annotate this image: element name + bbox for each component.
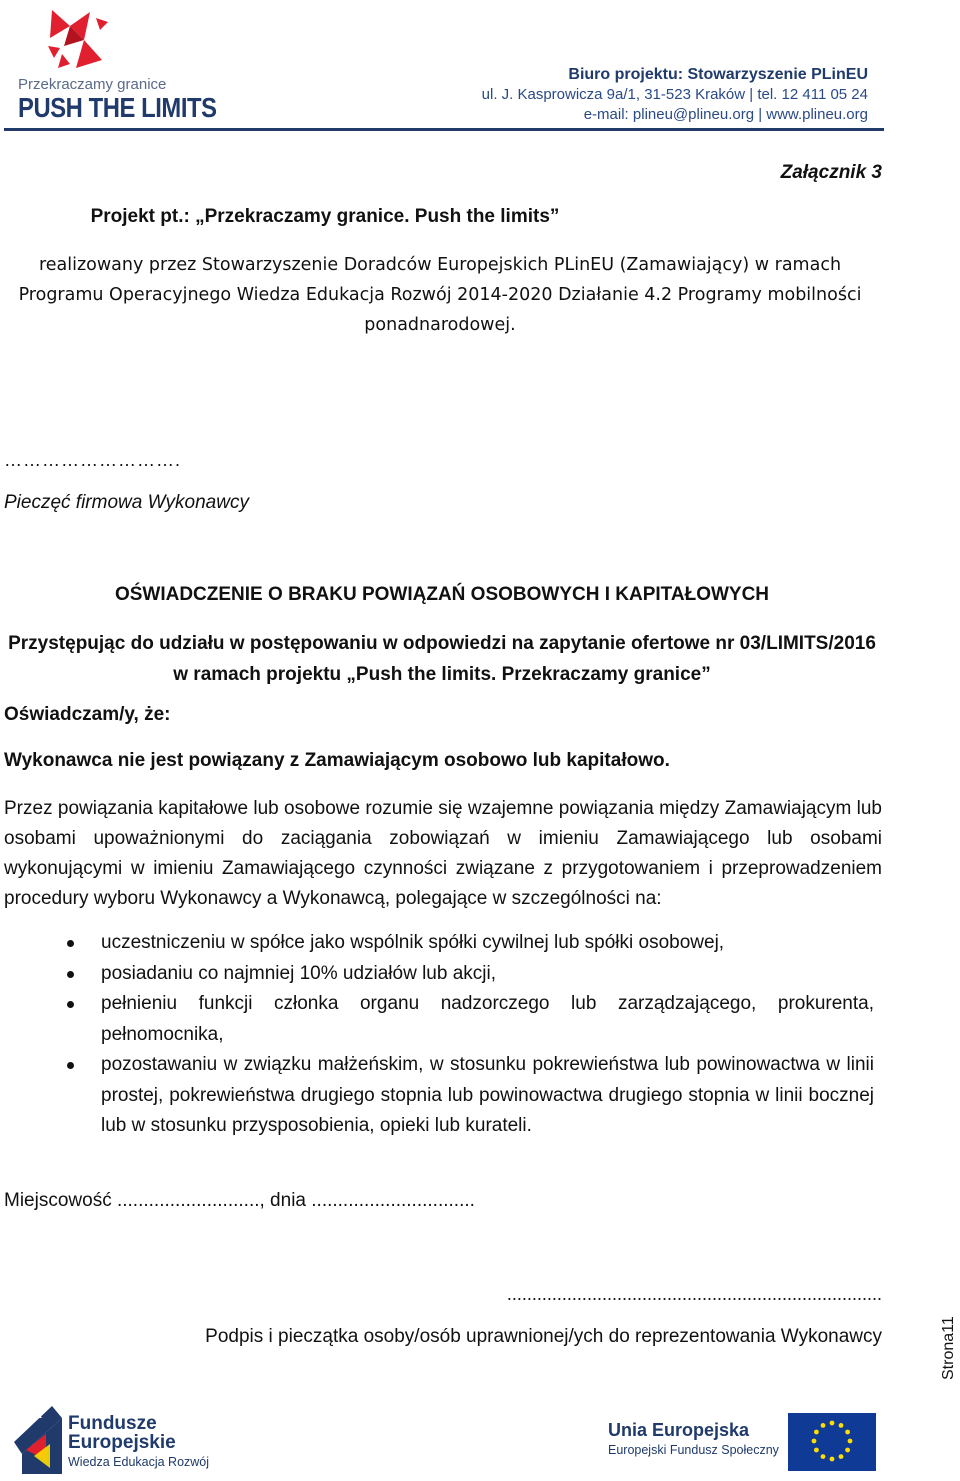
project-office-contact: e-mail: plineu@plineu.org | www.plineu.org bbox=[583, 106, 868, 123]
declaration-intro bbox=[0, 628, 884, 690]
signature-label: Podpis i pieczątka osoby/osób uprawnionej/ych do reprezentowania Wykonawcy bbox=[205, 1326, 882, 1347]
page-number: Strona11 bbox=[940, 1316, 957, 1380]
signature-dots: ........................................................................... bbox=[506, 1284, 882, 1304]
eu-subtitle: Europejski Fundusz Społeczny bbox=[608, 1443, 779, 1457]
intro-line-1: Przystępując do udziału w postępowaniu w odpowiedzi na zapytanie ofertowe nr 03/LIMITS/2016 bbox=[8, 633, 876, 654]
push-the-limits-logo-icon bbox=[40, 4, 120, 76]
list-item: pełnieniu funkcji członka organu nadzorczego lub zarządzającego, prokurenta, pełnomocnika, bbox=[101, 989, 874, 1050]
eu-flag-icon bbox=[788, 1413, 876, 1471]
fe-line-2: Europejskie bbox=[68, 1432, 176, 1453]
project-title bbox=[0, 206, 880, 228]
project-title-text: Projekt pt.: „Przekraczamy granice. Push the limits” bbox=[90, 206, 560, 227]
stamp-label: Pieczęć firmowa Wykonawcy bbox=[4, 492, 249, 513]
header-divider bbox=[4, 128, 884, 131]
stamp-dots: ………………………. bbox=[4, 450, 182, 470]
relationship-list bbox=[4, 928, 874, 1142]
list-item: uczestniczeniu w spółce jako wspólnik spółki cywilnej lub spółki osobowej, bbox=[101, 928, 874, 959]
fe-line-1: Fundusze bbox=[68, 1413, 157, 1434]
list-item: pozostawaniu w związku małżeńskim, w stosunku pokrewieństwa lub powinowactwa w linii prostej, pokrewieństwa drugiego stopnia lub powinowactwa drugiego stopnia w linii bocznej lub w stosunku przysposobienia, opieki lub kurateli. bbox=[101, 1050, 874, 1142]
header bbox=[0, 0, 960, 132]
project-description: realizowany przez Stowarzyszenie Doradców Europejskich PLinEU (Zamawiający) w ramach Programu Operacyjnego Wiedza Edukacja Rozwój 2014-2020 Działanie 4.2 Programy mobilności ponadnarodowej. bbox=[18, 255, 862, 335]
place-date-line: Miejscowość ..........................., dnia ............................... bbox=[4, 1190, 475, 1211]
declaration-statement: Wykonawca nie jest powiązany z Zamawiającym osobowo lub kapitałowo. bbox=[4, 750, 670, 771]
fundusze-europejskie-title bbox=[68, 1414, 176, 1452]
declare-label: Oświadczam/y, że: bbox=[4, 704, 171, 725]
project-office-title: Biuro projektu: Stowarzyszenie PLinEU bbox=[568, 66, 868, 83]
project-office-address: ul. J. Kasprowicza 9a/1, 31-523 Kraków | tel. 12 411 05 24 bbox=[481, 86, 868, 103]
annex-label: Załącznik 3 bbox=[780, 162, 882, 183]
logo-subtitle: Przekraczamy granice bbox=[18, 76, 167, 93]
fundusze-europejskie-subtitle: Wiedza Edukacja Rozwój bbox=[68, 1455, 210, 1469]
definition-paragraph: Przez powiązania kapitałowe lub osobowe rozumie się wzajemne powiązania między Zamawiającym lub osobami upoważnionymi do zaciągania zobowiązań w imieniu Zamawiającego lub osobami wykonującymi w imieniu Zamawiającego czynności związane z przygotowaniem i przeprowadzeniem procedury wyboru Wykonawcy a Wykonawcą, polegające w szczególności na: bbox=[4, 798, 882, 909]
fundusze-europejskie-logo-icon bbox=[12, 1404, 64, 1476]
logo-title: PUSH THE LIMITS bbox=[18, 92, 217, 123]
list-item: posiadaniu co najmniej 10% udziałów lub akcji, bbox=[101, 959, 874, 990]
declaration-heading: OŚWIADCZENIE O BRAKU POWIĄZAŃ OSOBOWYCH I KAPITAŁOWYCH bbox=[114, 584, 770, 605]
intro-line-2: w ramach projektu „Push the limits. Przekraczamy granice” bbox=[173, 664, 711, 685]
eu-title: Unia Europejska bbox=[608, 1420, 750, 1440]
